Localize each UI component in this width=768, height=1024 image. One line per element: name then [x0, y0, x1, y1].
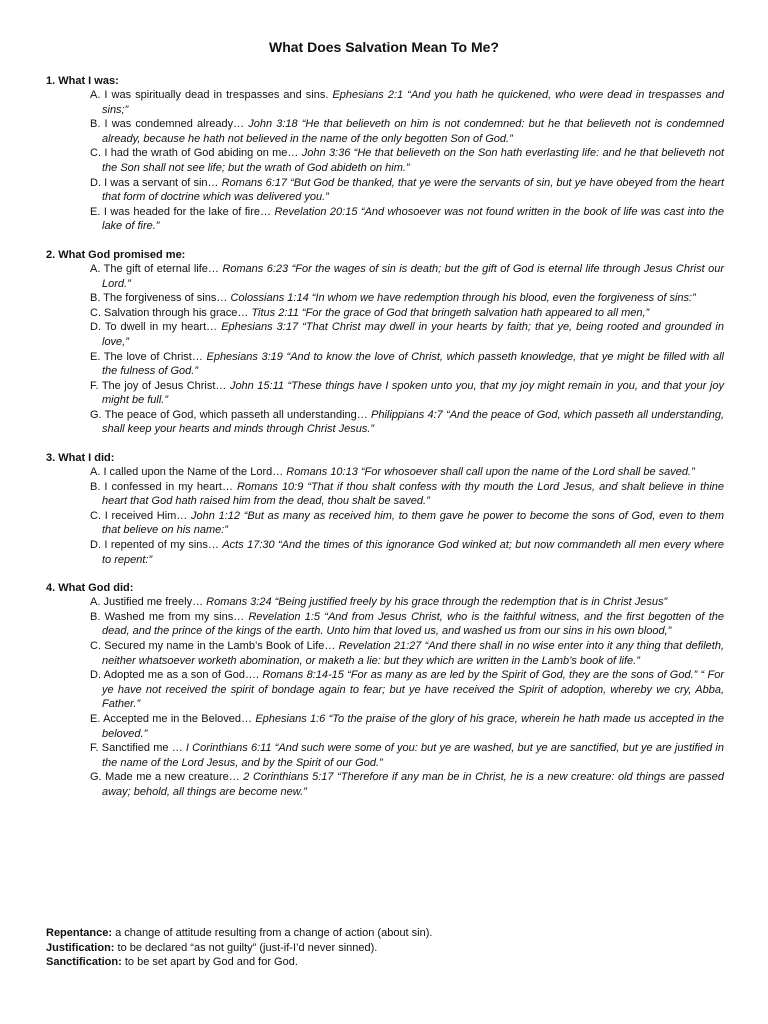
item-lead: E. I was headed for the lake of fire… — [90, 205, 272, 218]
definition-text: to be declared “as not guilty” (just-if-I’d never sinned). — [114, 941, 378, 954]
list-item — [90, 205, 724, 234]
item-scripture: I Corinthians 6:11 “And such were some of you: but ye are washed, but ye are sanctified, but ye are justified in the name of the Lord Jesus, and by the Spirit of our God.” — [102, 742, 724, 769]
item-lead: A. The gift of eternal life… — [90, 262, 219, 275]
section-heading: 1. What I was: — [46, 75, 119, 87]
item-scripture: Ephesians 3:19 “And to know the love of Christ, which passeth knowledge, that ye might be filled with all the fulness of God.” — [102, 350, 725, 378]
item-scripture: Romans 8:14-15 “For as many as are led by the Spirit of God, they are the sons of God.” “ For ye have not received the spirit of bondage again to fear; but ye have received the Spirit of adoption, whereby we cry, Abba, Father.” — [102, 669, 724, 711]
list-item — [90, 176, 724, 205]
definition-term: Justification: — [46, 941, 115, 954]
list-item — [90, 88, 724, 117]
item-scripture: John 3:18 “He that believeth on him is not condemned: but he that believeth not is condemned already, because he hath not believed in the name of the only begotten Son of God.” — [102, 118, 724, 145]
item-lead: C. I had the wrath of God abiding on me… — [90, 147, 299, 160]
item-scripture: Ephesians 1:6 “To the praise of the glory of his grace, wherein he hath made us accepted in the beloved.” — [102, 712, 725, 740]
item-lead: D. Adopted me as a son of God…. — [90, 669, 260, 682]
section-heading: 3. What I did: — [46, 452, 115, 465]
item-scripture: 2 Corinthians 5:17 “Therefore if any man be in Christ, he is a new creature: old things are passed away; behold, all things are become new.” — [102, 771, 724, 798]
list-item — [90, 117, 724, 146]
item-lead: D. To dwell in my heart… — [90, 321, 218, 334]
item-scripture: Romans 10:9 “That if thou shalt confess with thy mouth the Lord Jesus, and shalt believe in thine heart that God hath raised him from the dead, thou shalt be saved.” — [102, 480, 725, 508]
item-lead: G. Made me a new creature… — [90, 771, 240, 784]
page-title: What Does Salvation Mean To Me? — [269, 39, 499, 55]
item-scripture: Acts 17:30 “And the times of this ignorance God winked at; but now commandeth all men every where to repent:” — [102, 539, 724, 566]
item-lead: D. I was a servant of sin… — [90, 176, 219, 189]
list-item — [90, 639, 724, 668]
item-lead: B. The forgiveness of sins… — [90, 292, 228, 305]
item-lead: G. The peace of God, which passeth all understanding… — [90, 408, 368, 421]
definition-justification — [46, 941, 724, 956]
item-scripture: Romans 6:23 “For the wages of sin is death; but the gift of God is eternal life through Jesus Christ our Lord.” — [102, 262, 724, 290]
definition-text: to be set apart by God and for God. — [121, 956, 298, 969]
item-lead: E. The love of Christ… — [90, 350, 203, 363]
list-item — [90, 770, 724, 799]
list-item — [90, 465, 724, 480]
list-item — [90, 291, 724, 306]
item-scripture: Titus 2:11 “For the grace of God that bringeth salvation hath appeared to all men,” — [251, 306, 650, 319]
list-item — [90, 408, 724, 437]
definition-text: a change of attitude resulting from a change of action (about sin). — [112, 927, 433, 939]
section-what-i-was — [46, 74, 724, 234]
item-list — [46, 88, 724, 234]
item-scripture: Romans 6:17 “But God be thanked, that ye were the servants of sin, but ye have obeyed from the heart that form of doctrine which was delivered you.” — [102, 176, 724, 204]
item-lead: D. I repented of my sins… — [90, 539, 219, 552]
list-item — [90, 262, 724, 291]
item-scripture: John 15:11 “These things have I spoken unto you, that my joy might remain in you, and that your joy might be full.” — [102, 379, 724, 407]
item-lead: A. I was spiritually dead in trespasses and sins. — [90, 89, 329, 101]
item-lead: B. I was condemned already… — [90, 118, 245, 131]
item-lead: A. Justified me freely… — [90, 596, 204, 609]
list-item — [90, 146, 724, 175]
item-scripture: Revelation 1:5 “And from Jesus Christ, who is the faithful witness, and the first begotten of the dead, and the prince of the kings of the earth. Unto him that loved us, and washed us from our sins in his own blood,” — [102, 610, 725, 638]
section-what-god-promised — [46, 248, 724, 437]
list-item — [90, 712, 724, 741]
item-scripture: Ephesians 2:1 “And you hath he quickened, who were dead in trespasses and sins;” — [102, 89, 724, 116]
item-lead: C. I received Him… — [90, 509, 188, 522]
item-lead: F. The joy of Jesus Christ… — [90, 379, 227, 392]
item-list — [46, 262, 724, 437]
list-item — [90, 379, 724, 408]
item-scripture: Romans 3:24 “Being justified freely by his grace through the redemption that is in Christ Jesus” — [206, 596, 668, 609]
definition-term: Sanctification: — [46, 956, 122, 969]
item-list — [46, 465, 724, 567]
list-item — [90, 350, 724, 379]
item-scripture: Ephesians 3:17 “That Christ may dwell in your hearts by faith; that ye, being rooted and grounded in love,” — [102, 321, 724, 348]
item-lead: C. Secured my name in the Lamb’s Book of Life… — [90, 640, 336, 652]
section-heading: 2. What God promised me: — [46, 248, 186, 261]
item-scripture: Colossians 1:14 “In whom we have redemption through his blood, even the forgiveness of sins:” — [230, 292, 696, 305]
list-item — [90, 668, 724, 712]
list-item — [90, 538, 724, 567]
item-list — [46, 595, 724, 799]
item-lead: B. I confessed in my heart… — [90, 480, 233, 493]
item-lead: E. Accepted me in the Beloved… — [90, 712, 253, 725]
sections-container — [46, 74, 724, 814]
item-scripture: Philippians 4:7 “And the peace of God, which passeth all understanding, shall keep your hearts and minds through Christ Jesus.” — [102, 408, 725, 436]
item-scripture: John 3:36 “He that believeth on the Son hath everlasting life: and he that believeth not the Son shall not see life; but the wrath of God abideth on him.” — [102, 147, 725, 174]
list-item — [90, 320, 724, 349]
item-lead: A. I called upon the Name of the Lord… — [90, 466, 284, 479]
section-what-god-did — [46, 581, 724, 799]
item-scripture: Revelation 20:15 “And whosoever was not found written in the book of life was cast into the lake of fire.” — [102, 205, 724, 233]
definition-repentance — [46, 926, 724, 941]
item-lead: B. Washed me from my sins… — [90, 610, 245, 623]
list-item — [90, 306, 724, 321]
definition-term: Repentance: — [46, 927, 113, 939]
list-item — [90, 509, 724, 538]
definition-sanctification — [46, 955, 724, 970]
list-item — [90, 610, 724, 639]
item-scripture: Revelation 21:27 “And there shall in no wise enter into it any thing that defileth, neither whatsoever worketh abomination, or maketh a lie: but they which are written in the Lamb’s book of life.” — [102, 640, 725, 667]
item-scripture: John 1:12 “But as many as received him, to them gave he power to become the sons of God, even to them that believe on his name:” — [102, 509, 724, 537]
definitions — [46, 926, 724, 970]
list-item — [90, 595, 724, 610]
section-heading: 4. What God did: — [46, 582, 134, 595]
item-scripture: Romans 10:13 “For whosoever shall call upon the name of the Lord shall be saved.” — [286, 466, 695, 479]
item-lead: C. Salvation through his grace… — [90, 306, 249, 319]
section-what-i-did — [46, 451, 724, 567]
item-lead: F. Sanctified me … — [90, 742, 183, 755]
list-item — [90, 480, 724, 509]
list-item — [90, 741, 724, 770]
